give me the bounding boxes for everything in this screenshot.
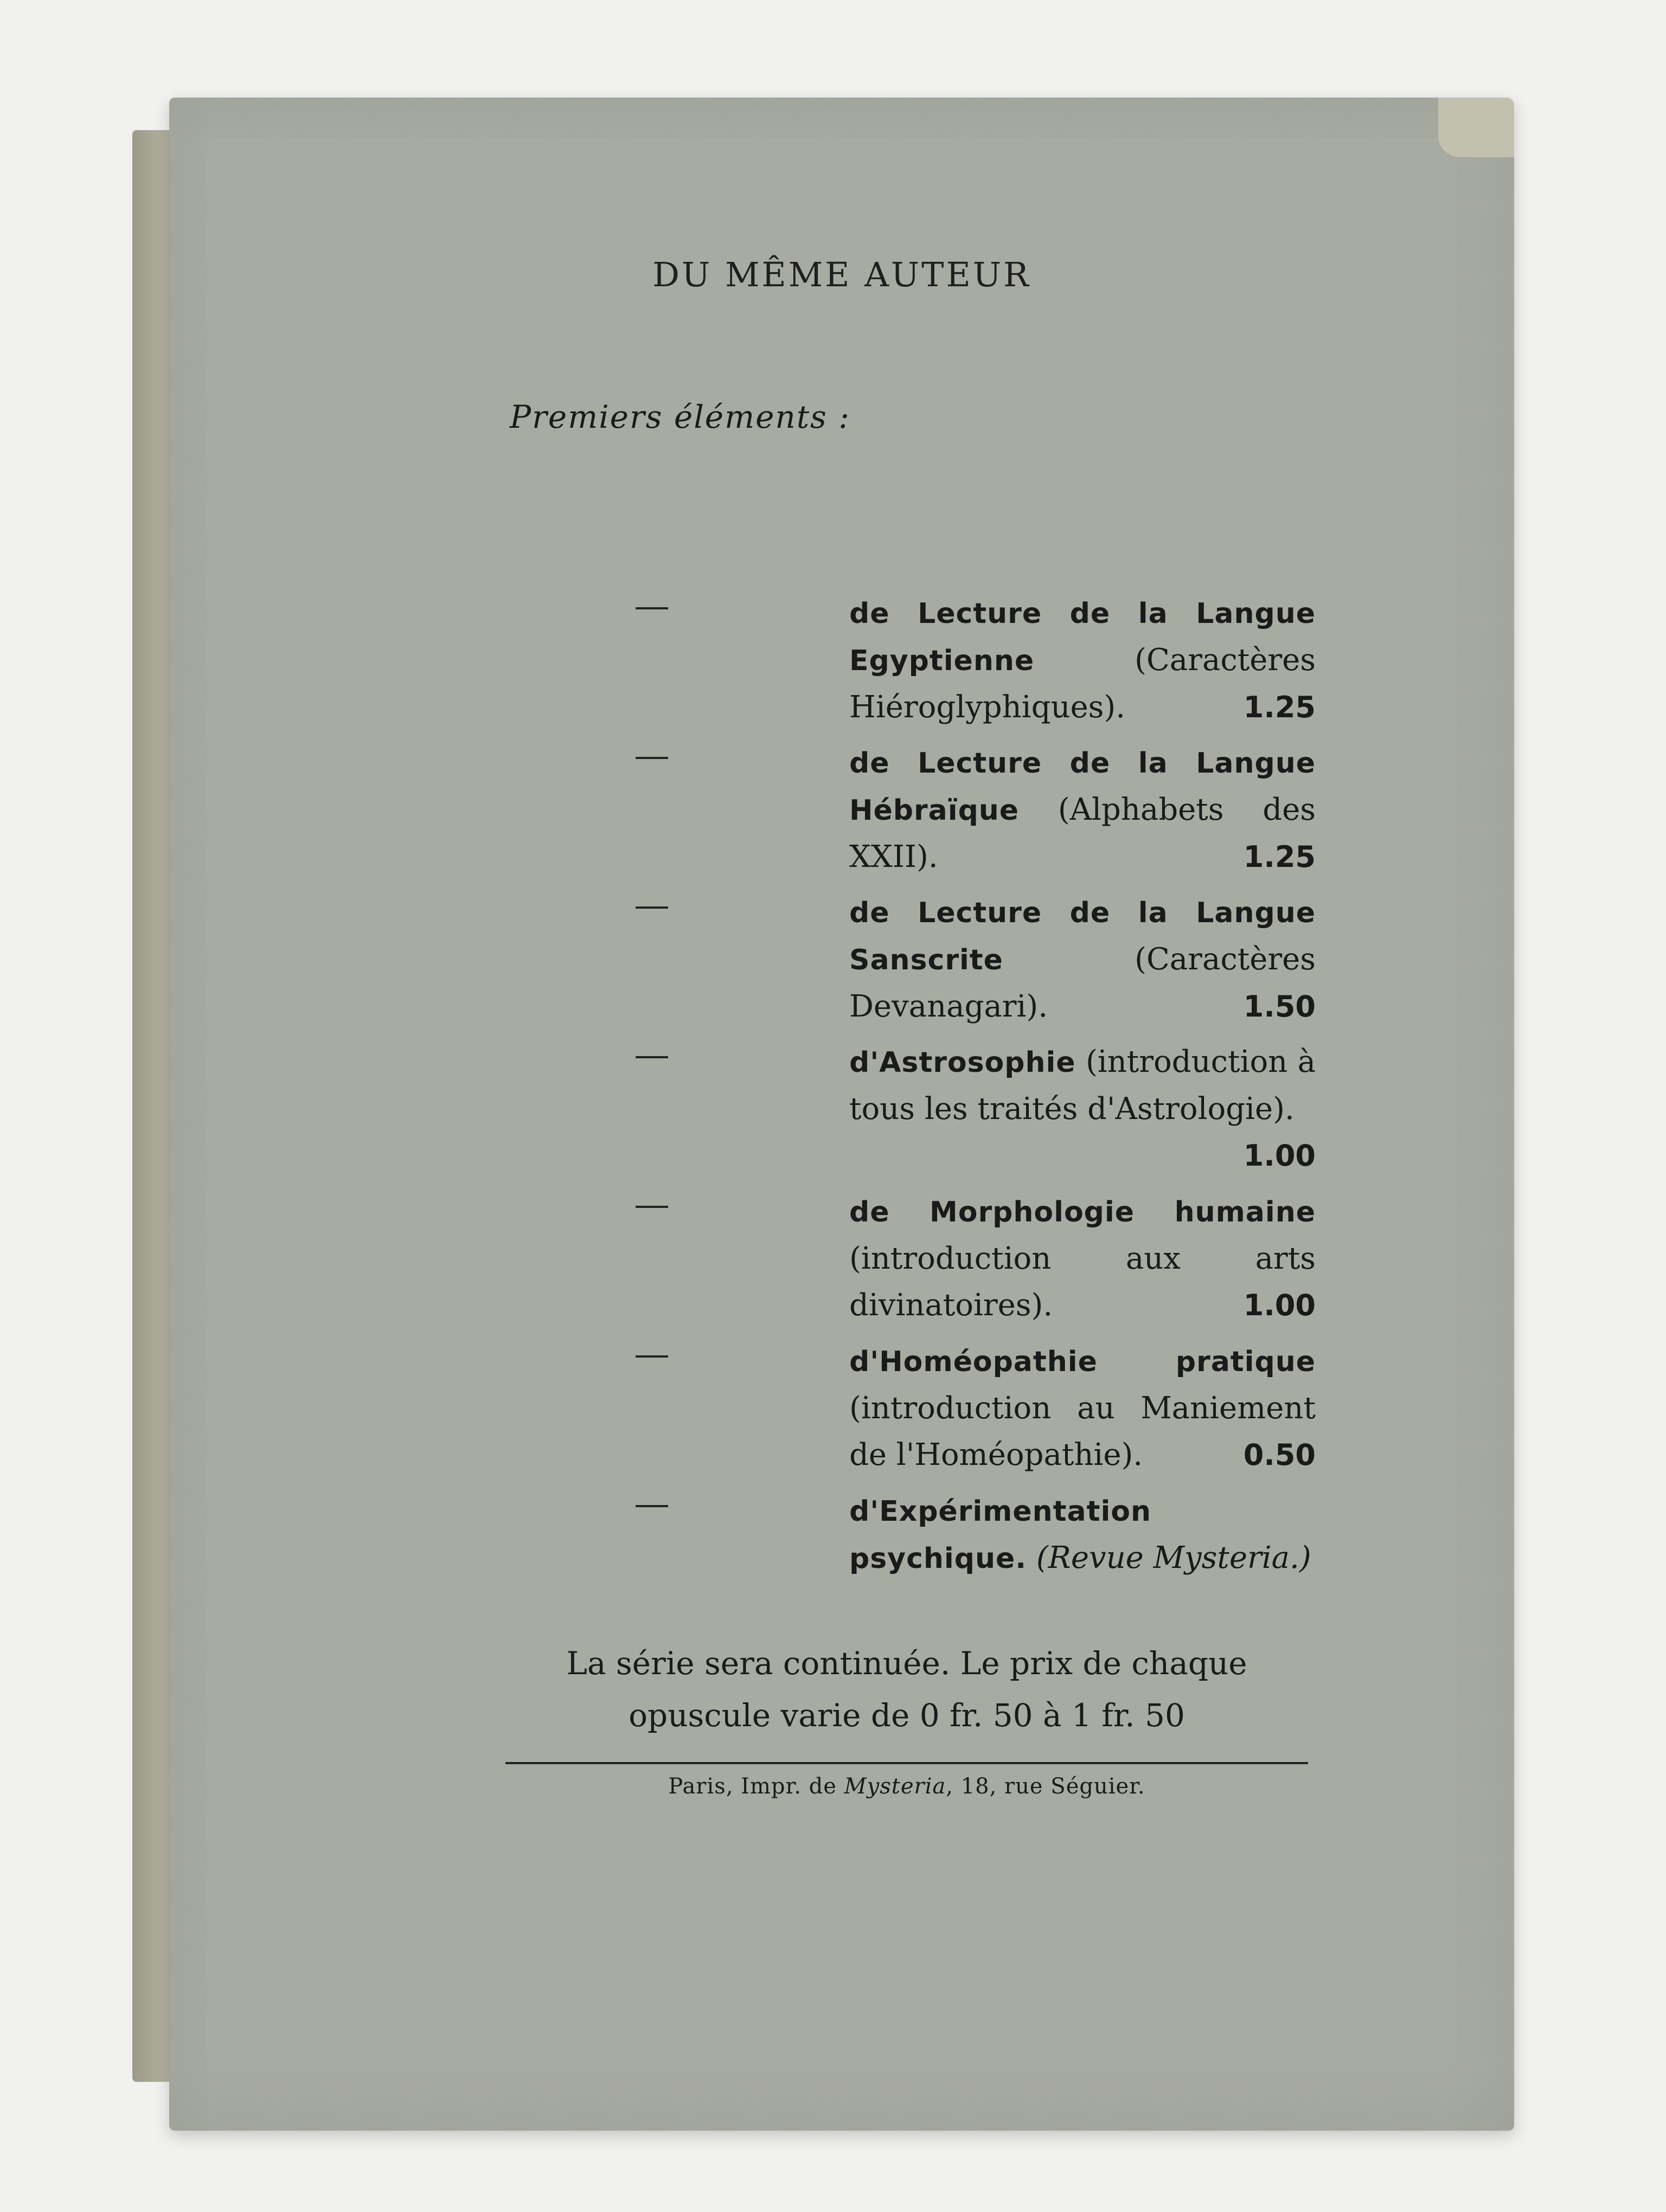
entry-description: [849, 590, 1316, 731]
entry-detail: (Caractères Devanagari).: [849, 942, 1316, 1024]
entry-title: de Lecture de la Langue Egyptienne: [849, 597, 1316, 677]
entry-description: [849, 889, 1316, 1030]
book-entry: [636, 896, 1503, 1047]
series-note-line-1: La série sera continuée. Le prix de chaque: [566, 1645, 1247, 1682]
entry-description: [849, 1488, 1316, 1582]
series-note: [505, 1637, 1308, 1741]
book-entry: [636, 1345, 1503, 1496]
book-entry: [636, 596, 1503, 748]
divider-rule: [505, 1762, 1308, 1764]
entry-dash: [636, 1206, 668, 1208]
entry-dash: [636, 1056, 668, 1058]
entry-detail: (introduction à tous les traités d'Astrologie).: [849, 1044, 1316, 1127]
entry-title: de Lecture de la Langue Hébraïque: [849, 747, 1316, 827]
entry-detail: (introduction au Maniement de l'Homéopathie).: [849, 1391, 1316, 1472]
book-back-cover: [169, 98, 1514, 2131]
entry-detail: (Alphabets des XXII).: [849, 792, 1316, 874]
book-entry: [636, 1045, 1503, 1197]
entry-dash: [636, 1505, 668, 1507]
entry-detail: (Caractères Hiéroglyphiques).: [849, 642, 1316, 725]
entry-price: 1.25: [1243, 840, 1316, 874]
series-note-line-2: opuscule varie de 0 fr. 50 à 1 fr. 50: [629, 1697, 1185, 1734]
printer-imprint: [505, 1774, 1308, 1799]
page-heading: DU MÊME AUTEUR: [652, 255, 1031, 294]
entry-title: d'Homéopathie pratique: [849, 1346, 1316, 1378]
entry-detail: (introduction aux arts divinatoires).: [849, 1241, 1316, 1323]
entry-price: 1.00: [1243, 1288, 1316, 1322]
entry-detail: (Revue Mysteria.): [1036, 1540, 1311, 1576]
book-entry: [636, 1195, 1503, 1347]
entry-title: d'Expérimentation psychique.: [849, 1495, 1152, 1575]
cover-content: [169, 98, 1514, 2131]
entry-title: de Morphologie humaine: [849, 1196, 1316, 1229]
entry-price: 1.50: [1243, 989, 1316, 1024]
entry-dash: [636, 1355, 668, 1358]
imprint-suffix: , 18, rue Séguier.: [946, 1774, 1145, 1799]
book-entry: [636, 1494, 1503, 1586]
imprint-prefix: Paris, Impr. de: [668, 1774, 844, 1799]
entry-title: de Lecture de la Langue Sanscrite: [849, 897, 1316, 976]
entry-price: 1.25: [1243, 690, 1316, 724]
entry-dash: [636, 906, 668, 909]
entry-price: 1.00: [1243, 1139, 1316, 1173]
entry-title: d'Astrosophie: [849, 1046, 1076, 1079]
book-entry: [636, 746, 1503, 898]
subheading: Premiers éléments :: [510, 398, 850, 435]
entry-price: 0.50: [1243, 1438, 1316, 1472]
entry-dash: [636, 607, 668, 609]
entry-description: [849, 1338, 1316, 1478]
entry-description: [849, 740, 1316, 880]
entry-dash: [636, 757, 668, 759]
entry-description: [849, 1188, 1316, 1329]
entry-description: [849, 1039, 1316, 1179]
imprint-publisher: Mysteria: [844, 1774, 946, 1799]
book-spine-edge: [132, 130, 175, 2082]
